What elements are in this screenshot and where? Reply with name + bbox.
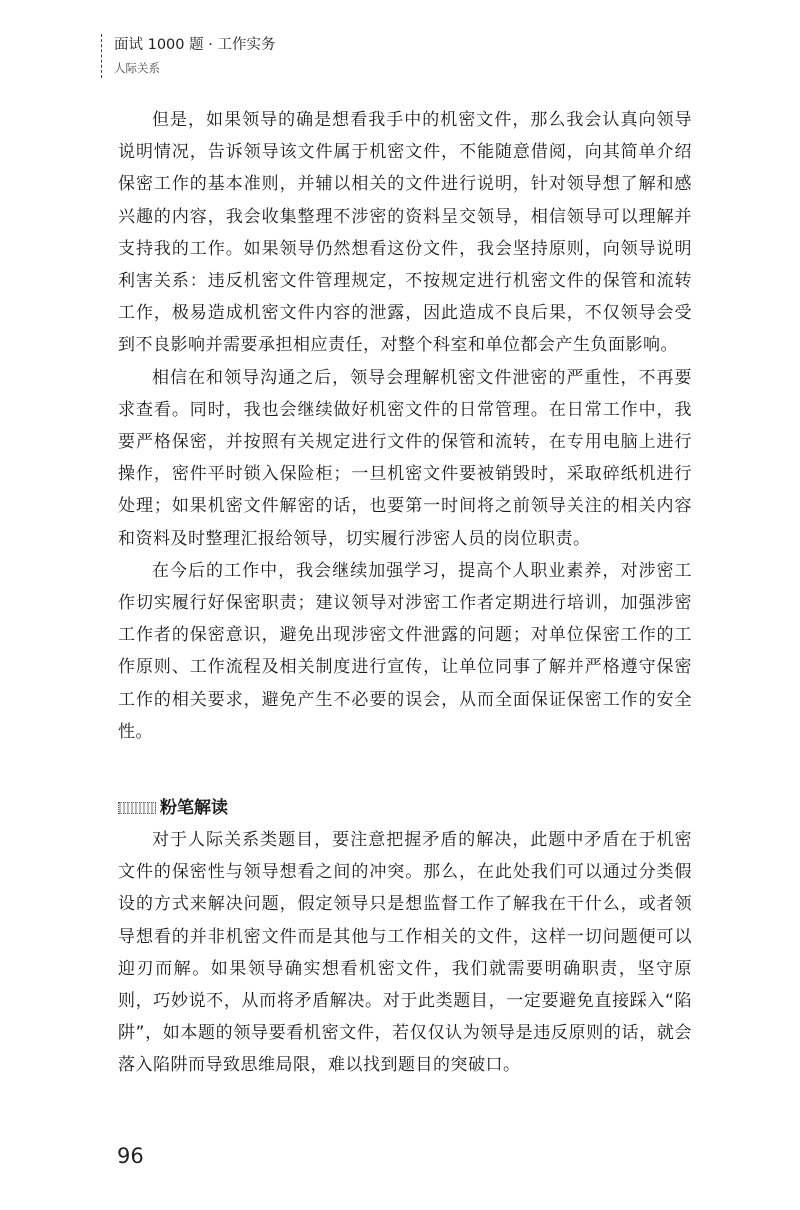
chalk-logo-icon [118, 802, 156, 814]
page-number: 96 [117, 1143, 144, 1168]
running-header-title: 面试 1000 题 · 工作实务 [114, 37, 276, 53]
analysis-paragraph: 对于人际关系类题目，要注意把握矛盾的解决，此题中矛盾在于机密文件的保密性与领导想看之间的冲突。那么，在此处我们可以通过分类假设的方式来解决问题，假定领导只是想监督工作了解我在干什么，或者领导想看的并非机密文件而是其他与工作相关的文件，这样一切问题便可以迎刃而解。如果领导确实想看机密文件，我们就需要明确职责，坚守原则，巧妙说不，从而将矛盾解决。对于此类题目，一定要避免直接踩入“陷阱”，如本题的领导要看机密文件，若仅仅认为领导是违反原则的话，就会落入陷阱而导致思维局限，难以找到题目的突破口。 [118, 830, 692, 1076]
paragraph: 但是，如果领导的确是想看我手中的机密文件，那么我会认真向领导说明情况，告诉领导该文件属于机密文件，不能随意借阅，向其简单介绍保密工作的基本准则，并辅以相关的文件进行说明，针对领导想了解和感兴趣的内容，我会收集整理不涉密的资料呈交领导，相信领导可以理解并支持我的工作。如果领导仍然想看这份文件，我会坚持原则，向领导说明利害关系：违反机密文件管理规定，不按规定进行机密文件的保管和流转工作，极易造成机密文件内容的泄露，因此造成不良后果，不仅领导会受到不良影响并需要承担相应责任，对整个科室和单位都会产生负面影响。 [118, 110, 692, 356]
section-heading-text: 粉笔解读 [160, 798, 228, 819]
paragraph: 相信在和领导沟通之后，领导会理解机密文件泄密的严重性，不再要求查看。同时，我也会继续做好机密文件的日常管理。在日常工作中，我要严格保密，并按照有关规定进行文件的保管和流转，在专用电脑上进行操作，密件平时锁入保险柜；一旦机密文件要被销毁时，采取碎纸机进行处理；如果机密文件解密的话，也要第一时间将之前领导关注的相关内容和资料及时整理汇报给领导，切实履行涉密人员的岗位职责。 [118, 367, 692, 549]
running-header-subtitle: 人际关系 [114, 61, 160, 75]
paragraph: 在今后的工作中，我会继续加强学习，提高个人职业素养，对涉密工作切实履行好保密职责；建议领导对涉密工作者定期进行培训，加强涉密工作者的保密意识，避免出现涉密文件泄露的问题；对单位保密工作的工作原则、工作流程及相关制度进行宣传，让单位同事了解并严格遵守保密工作的相关要求，避免产生不必要的误会，从而全面保证保密工作的安全性。 [118, 560, 692, 742]
page-body [118, 104, 692, 1082]
section-heading [118, 792, 692, 824]
running-header [101, 34, 800, 78]
